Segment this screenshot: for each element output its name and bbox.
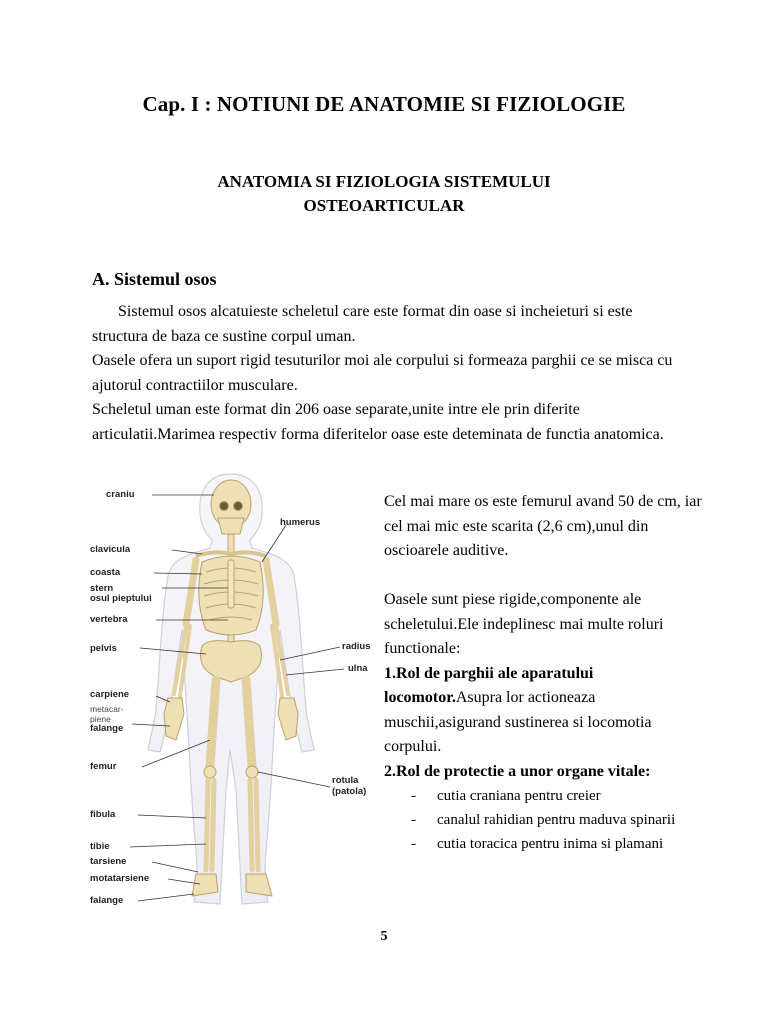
label-metacarpiene-line2: piene xyxy=(90,714,111,724)
label-falange-foot: falange xyxy=(90,895,124,906)
label-radius: radius xyxy=(342,641,371,652)
intro-text xyxy=(92,300,692,447)
list-item: - canalul rahidian pentru maduva spinarii xyxy=(411,812,676,828)
list-item: - cutia craniana pentru creier xyxy=(411,788,601,804)
label-humerus: humerus xyxy=(280,517,321,528)
label-fibula: fibula xyxy=(90,809,116,820)
label-pelvis: pelvis xyxy=(90,643,117,654)
role1-text: Asupra lor actioneaza muschii,asigurand sustinerea si locomotia corpului. xyxy=(384,689,652,755)
label-femur: femur xyxy=(90,761,117,772)
skeleton-illustration xyxy=(90,470,380,920)
intro-paragraph: Sistemul osos alcatuieste scheletul care este format din oase si incheieturi si este structura de baza ce sustine corpul uman. xyxy=(92,303,633,345)
skeleton-figure xyxy=(90,470,380,920)
label-tarsiene: tarsiene xyxy=(90,856,127,867)
label-metatarsiene: motatarsiene xyxy=(90,873,150,884)
role1-heading: 1.Rol de parghii ale aparatului locomotor. xyxy=(384,664,594,706)
label-stern: stern xyxy=(90,583,114,594)
list-item-text: cutia craniana pentru creier xyxy=(437,788,601,804)
list-item: - cutia toracica pentru inima si plamani xyxy=(411,836,664,852)
label-rotula: rotula xyxy=(332,775,359,786)
list-item-text: canalul rahidian pentru maduva spinarii xyxy=(437,812,676,828)
label-vertebra: vertebra xyxy=(90,614,128,625)
label-tibie: tibie xyxy=(90,841,110,852)
page-number: 5 xyxy=(380,929,388,944)
label-metacarpiene-line1: metacar- xyxy=(90,704,124,714)
label-osul-pieptului: osul pieptului xyxy=(90,593,152,604)
label-craniu: craniu xyxy=(106,489,135,500)
paragraph-femur-fact: Cel mai mare os este femurul avand 50 de cm, iar cel mai mic este scarita (2,6 cm),unul din oscioarele auditive. xyxy=(384,493,702,559)
label-ulna: ulna xyxy=(348,663,368,674)
label-clavicula: clavicula xyxy=(90,544,131,555)
label-coasta: coasta xyxy=(90,567,121,578)
section-title-line2: OSTEOARTICULAR xyxy=(303,196,465,215)
paragraph-roles-intro: Oasele sunt piese rigide,componente ale scheletului.Ele indeplinesc mai multe roluri functionale: xyxy=(384,591,664,657)
label-carpiene: carpiene xyxy=(90,689,130,700)
protection-list xyxy=(384,784,704,856)
right-column-text xyxy=(384,490,704,856)
section-title xyxy=(0,170,768,218)
intro-paragraph: Scheletul uman este format din 206 oase separate,unite intre ele prin diferite articulatii.Marimea respectiv forma diferitelor oase este deteminata de functia anatomica. xyxy=(92,401,664,443)
label-falange-hand: falange xyxy=(90,723,124,734)
chapter-title: Cap. I : NOTIUNI DE ANATOMIE SI FIZIOLOGIE xyxy=(142,92,626,116)
list-item-text: cutia toracica pentru inima si plamani xyxy=(437,836,664,852)
section-title-line1: ANATOMIA SI FIZIOLOGIA SISTEMULUI xyxy=(217,172,551,191)
intro-paragraph: Oasele ofera un suport rigid tesuturilor moi ale corpului si formeaza parghii ce se misca cu ajutorul contractiilor musculare. xyxy=(92,352,673,394)
subsection-title: A. Sistemul osos xyxy=(92,269,217,289)
paragraph-role1 xyxy=(384,662,704,760)
role2-heading: 2.Rol de protectie a unor organe vitale: xyxy=(384,762,651,780)
label-patola: (patola) xyxy=(332,786,367,797)
paragraph-role2 xyxy=(384,760,704,785)
